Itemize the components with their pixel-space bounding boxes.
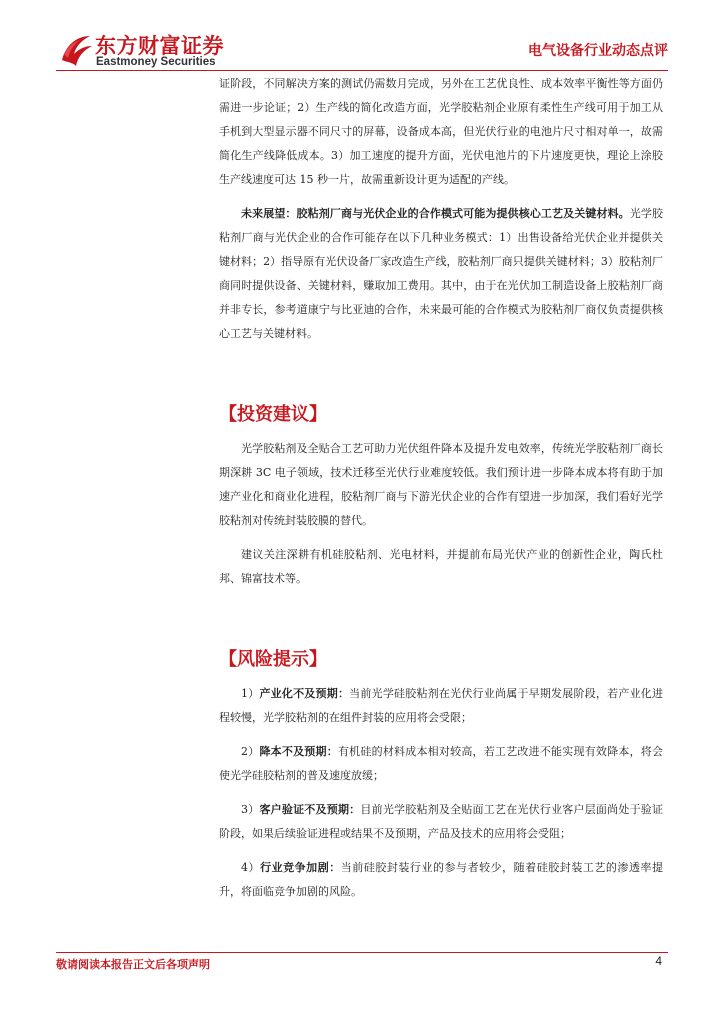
risk-item <box>219 798 663 846</box>
outlook-label: 未来展望： <box>241 207 297 220</box>
brand-name-en: Eastmoney Securities <box>96 56 216 68</box>
report-type-title: 电气设备行业动态点评 <box>528 43 668 59</box>
risk-item <box>219 856 663 904</box>
risk-item-text: 有机硅的材料成本相对较高，若工艺改进不能实现有效降本，将会使光学硅胶粘剂的普及速度放缓； <box>219 745 664 782</box>
brand-name-cn: 东方财富证券 <box>95 34 224 58</box>
footer-divider <box>56 952 668 953</box>
risk-item-label: 客户验证不及预期： <box>259 803 361 816</box>
invest-section-title: 【投资建议】 <box>219 404 327 425</box>
risk-section-title: 【风险提示】 <box>219 649 327 670</box>
risk-item-label: 降本不及预期： <box>259 745 338 758</box>
risk-item-label: 行业竞争加剧： <box>260 861 341 874</box>
risk-item-text: 当前硅胶封装行业的参与者较少，随着硅胶封装工艺的渗透率提升，将面临竞争加剧的风险。 <box>219 861 664 898</box>
outlook-text: 光学胶粘剂厂商与光伏企业的合作可能存在以下几种业务模式：1）出售设备给光伏企业并提供关键材料；2）指导原有光伏设备厂家改造生产线，胶粘剂厂商只提供关键材料；3）胶粘剂厂商同时提供设备、关键材料，赚取加工费用。其中，由于在光伏加工制造设备上胶粘剂厂商并非专长，参考道康宁与比亚迪的合作，未来最可能的合作模式为胶粘剂厂商仅负责提供核心工艺与关键材料。 <box>219 207 664 340</box>
intro-paragraph: 证阶段，不同解决方案的测试仍需数月完成，另外在工艺优良性、成本效率平衡性等方面仍需进一步论证；2）生产线的简化改造方面，光学胶粘剂企业原有柔性生产线可用于加工从手机到大型显示器不同尺寸的屏幕，设备成本高，但光伏行业的电池片尺寸相对单一，故需简化生产线降低成本。3）加工速度的提升方面，光伏电池片的下片速度更快，理论上涂胶生产线速度可达 15 秒一片，故需重新设计更为适配的产线。 <box>219 77 663 186</box>
invest-paragraph-2: 建议关注深耕有机硅胶粘剂、光电材料，并提前布局光伏产业的创新性企业，陶氏杜邦、锦富技术等。 <box>219 548 663 585</box>
footer-disclaimer: 敬请阅读本报告正文后各项声明 <box>56 958 210 971</box>
risk-item <box>219 682 663 730</box>
page-header <box>0 0 724 80</box>
risk-item-number: 3） <box>241 803 260 816</box>
risk-item-text: 目前光学胶粘剂及全贴面工艺在光伏行业客户层面尚处于验证阶段，如果后续验证进程或结果不及预期，产品及技术的应用将会受阻； <box>219 803 664 840</box>
risk-item <box>219 740 663 788</box>
report-body <box>219 72 663 904</box>
eastmoney-logo-icon <box>56 30 96 70</box>
outlook-lead: 胶粘剂厂商与光伏企业的合作模式可能为提供核心工艺及关键材料。 <box>296 207 630 220</box>
risk-item-text: 当前光学硅胶粘剂在光伏行业尚属于早期发展阶段，若产业化进程较慢，光学胶粘剂的在组件封装的应用将会受限； <box>219 687 664 724</box>
risk-item-label: 产业化不及预期： <box>259 687 350 700</box>
page-number: 4 <box>655 954 662 968</box>
risk-item-number: 2） <box>241 745 260 758</box>
risk-item-number: 1） <box>241 687 260 700</box>
invest-paragraph-1: 光学胶粘剂及全贴合工艺可助力光伏组件降本及提升发电效率，传统光学胶粘剂厂商长期深耕 3C 电子领域，技术迁移至光伏行业难度较低。我们预计进一步降本成本将有助于加速产业化和商业化进程，胶粘剂厂商与下游光伏企业的合作有望进一步加深，我们看好光学胶粘剂对传统封装胶膜的替代。 <box>219 442 663 527</box>
outlook-paragraph <box>219 202 663 346</box>
risk-item-number: 4） <box>241 861 261 874</box>
header-divider <box>56 70 668 71</box>
